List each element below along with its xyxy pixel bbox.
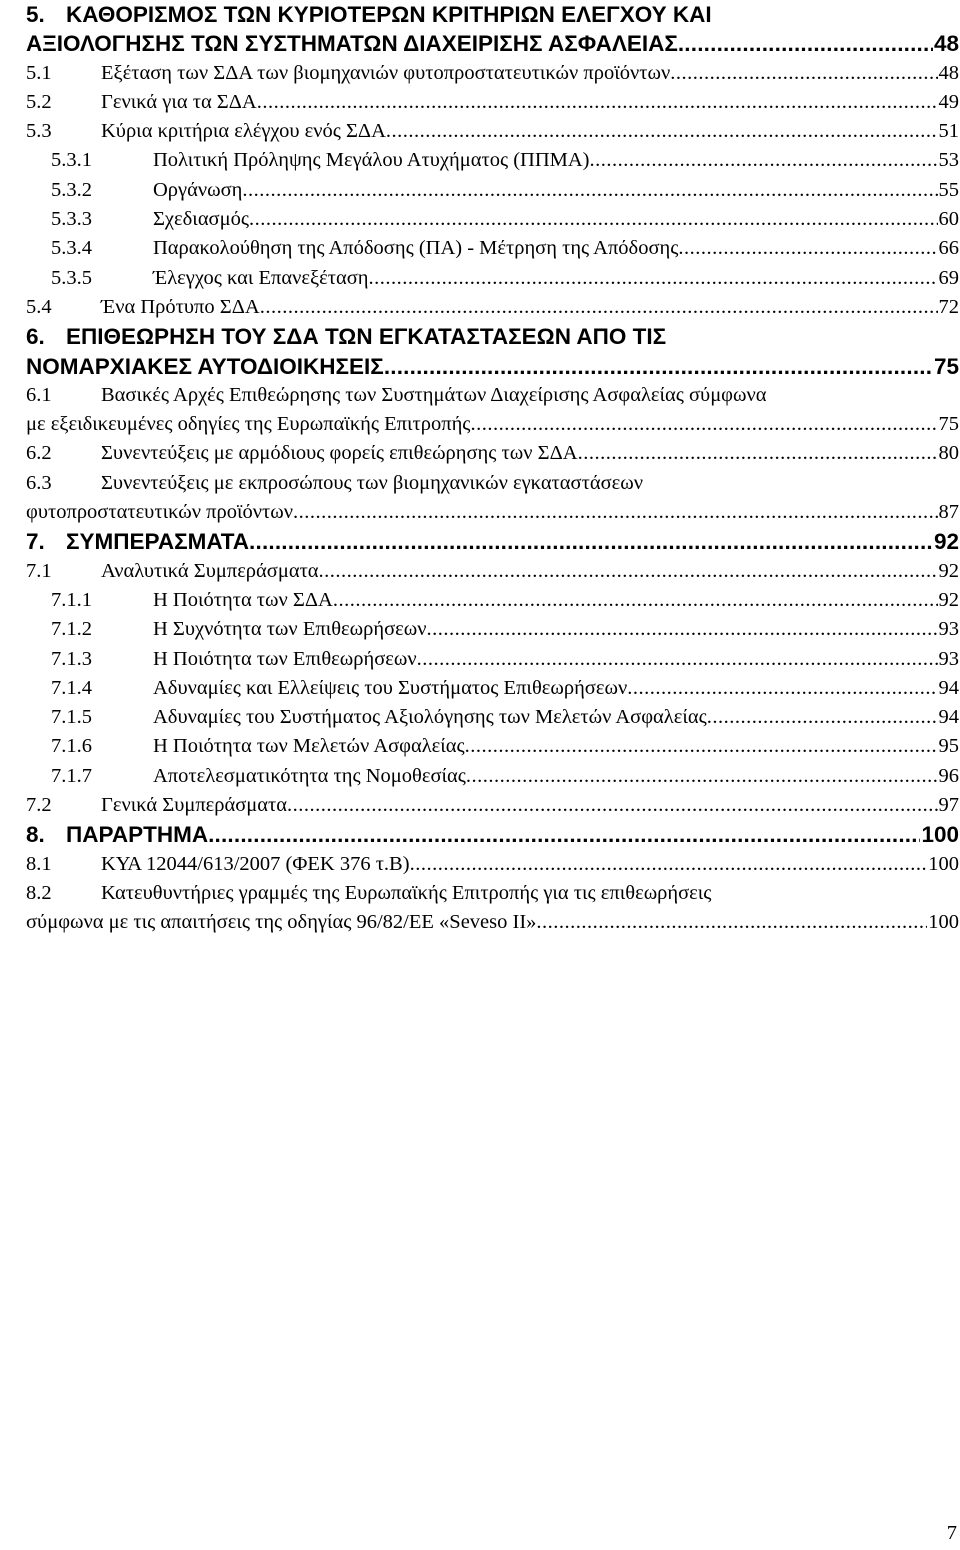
toc-title-line: [101, 850, 959, 879]
toc-entry-s6-line-2[interactable]: [26, 352, 959, 381]
toc-page-number: 48: [938, 61, 959, 84]
dot-leader: [369, 264, 938, 293]
toc-number: 7.1.6: [51, 735, 92, 758]
dot-leader: [333, 586, 938, 615]
dot-leader: [590, 146, 938, 175]
toc-entry-s5-line-1[interactable]: [26, 0, 959, 29]
toc-title-line: [153, 146, 959, 175]
toc-title-line: [153, 586, 959, 615]
dot-leader: [293, 498, 938, 527]
toc-title: Συνεντεύξεις με αρμόδιους φορείς επιθεώρησης των ΣΔΑ: [101, 442, 578, 465]
toc-page-number: 53: [938, 149, 959, 172]
toc-number: 6.2: [26, 442, 52, 465]
toc-entry-s6-1-line-2[interactable]: [26, 410, 959, 439]
dot-leader: [287, 791, 937, 820]
toc-number: 8.: [26, 822, 45, 848]
toc-page-number: 93: [938, 647, 959, 670]
toc-number: 7.2: [26, 794, 52, 817]
toc-title: Αδυναμίες και Ελλείψεις του Συστήματος Επιθεωρήσεων: [153, 676, 628, 699]
toc-entry-s6-line-1[interactable]: [26, 322, 959, 351]
dot-leader: [249, 527, 933, 556]
toc-number: 6.1: [26, 383, 52, 406]
toc-title: ΚΑΘΟΡΙΣΜΟΣ ΤΩΝ ΚΥΡΙΟΤΕΡΩΝ ΚΡΙΤΗΡΙΩΝ ΕΛΕΓΧΟΥ ΚΑΙ: [66, 2, 712, 27]
dot-leader: [578, 439, 938, 468]
dot-leader: [410, 850, 928, 879]
toc-page-number: 94: [938, 706, 959, 729]
toc-entry-s5-4[interactable]: [26, 293, 959, 322]
toc-entry-s6-3-line-1[interactable]: [26, 469, 959, 498]
toc-page-number: 92: [938, 559, 959, 582]
toc-title-line: [26, 908, 959, 937]
toc-number: 7.1.3: [51, 647, 92, 670]
toc-title-line: [153, 732, 959, 761]
toc-title-line: [153, 615, 959, 644]
toc-number: 5.3.5: [51, 266, 92, 289]
dot-leader: [678, 234, 937, 263]
toc-title-line: [153, 205, 959, 234]
toc-page-number: 92: [938, 588, 959, 611]
toc-title: Γενικά για τα ΣΔΑ: [101, 90, 257, 113]
toc-title: φυτοπροστατευτικών προϊόντων: [26, 501, 293, 524]
toc-entry-s5-2[interactable]: [26, 88, 959, 117]
toc-number: 8.2: [26, 881, 52, 904]
toc-number: 5.2: [26, 90, 52, 113]
toc-entry-s6-2[interactable]: [26, 439, 959, 468]
toc-page-number: 51: [938, 120, 959, 143]
toc-title-line: [26, 410, 959, 439]
toc-title-line: [153, 762, 959, 791]
toc-number: 5.3.2: [51, 178, 92, 201]
toc-entry-s7[interactable]: [26, 527, 959, 556]
toc-title-line: [26, 29, 959, 58]
toc-number: 5.3: [26, 120, 52, 143]
dot-leader: [470, 410, 937, 439]
toc-title-line: [26, 498, 959, 527]
toc-title-line: [153, 703, 959, 732]
toc-title-line: [153, 176, 959, 205]
toc-title: Κατευθυντήριες γραμμές της Ευρωπαϊκής Επιτροπής για τις επιθεωρήσεις: [101, 881, 712, 904]
toc-title-line: [101, 557, 959, 586]
toc-entry-s5-3-2[interactable]: [26, 176, 959, 205]
toc-number: 6.3: [26, 471, 52, 494]
toc-page-number: 92: [933, 529, 959, 555]
toc-title: ΣΥΜΠΕΡΑΣΜΑΤΑ: [66, 529, 250, 555]
toc-page-number: 60: [938, 208, 959, 231]
toc-page-number: 75: [933, 353, 959, 379]
toc-entry-s5-3-5[interactable]: [26, 264, 959, 293]
toc-number: 5.3.1: [51, 149, 92, 172]
dot-leader: [678, 29, 933, 58]
toc-title: Σχεδιασμός: [153, 208, 249, 231]
toc-number: 7.: [26, 529, 45, 555]
dot-leader: [384, 352, 933, 381]
dot-leader: [627, 674, 937, 703]
toc-title: Η Συχνότητα των Επιθεωρήσεων: [153, 618, 427, 641]
dot-leader: [260, 293, 938, 322]
toc-title: Ένα Πρότυπο ΣΔΑ: [101, 295, 260, 318]
toc-number: 5.: [26, 2, 45, 27]
toc-number: 7.1.5: [51, 706, 92, 729]
toc-number: 7.1: [26, 559, 52, 582]
toc-entry-s7-1-1[interactable]: [26, 586, 959, 615]
toc-number: 5.1: [26, 61, 52, 84]
toc-number: 7.1.2: [51, 618, 92, 641]
toc-page-number: 48: [933, 31, 959, 57]
toc-entry-s5-1[interactable]: [26, 59, 959, 88]
toc-title-line: [101, 293, 959, 322]
toc-entry-s8[interactable]: [26, 820, 959, 849]
toc-number: 6.: [26, 324, 45, 350]
toc-entry-s5-3-4[interactable]: [26, 234, 959, 263]
toc-page-number: 95: [938, 735, 959, 758]
dot-leader: [707, 703, 938, 732]
toc-title: Έλεγχος και Επανεξέταση: [153, 266, 369, 289]
toc-page-number: 97: [938, 794, 959, 817]
dot-leader: [417, 645, 938, 674]
toc-number: 5.4: [26, 295, 52, 318]
toc-page-number: 49: [938, 90, 959, 113]
toc-entry-s5-3-3[interactable]: [26, 205, 959, 234]
toc-page-number: 72: [938, 295, 959, 318]
toc-title: Συνεντεύξεις με εκπροσώπους των βιομηχανικών εγκαταστάσεων: [101, 471, 643, 494]
toc-entry-s6-1-line-1[interactable]: [26, 381, 959, 410]
toc-title-line: [153, 264, 959, 293]
toc-entry-s8-2-line-2[interactable]: [26, 908, 959, 937]
dot-leader: [242, 176, 937, 205]
toc-page-number: 100: [921, 822, 959, 848]
toc-title: Η Ποιότητα των Μελετών Ασφαλείας: [153, 735, 465, 758]
toc-page-number: 66: [938, 237, 959, 260]
toc-entry-s7-1-2[interactable]: [26, 615, 959, 644]
toc-title-line: [101, 88, 959, 117]
toc-title-line: [26, 352, 959, 381]
dot-leader: [670, 59, 937, 88]
toc-entry-s7-2[interactable]: [26, 791, 959, 820]
toc-title: ΑΞΙΟΛΟΓΗΣΗΣ ΤΩΝ ΣΥΣΤΗΜΑΤΩΝ ΔΙΑΧΕΙΡΙΣΗΣ ΑΣΦΑΛΕΙΑΣ: [26, 31, 678, 57]
toc-entry-s7-1-7[interactable]: [26, 762, 959, 791]
table-of-contents: [26, 0, 959, 938]
toc-title: ΝΟΜΑΡΧΙΑΚΕΣ ΑΥΤΟΔΙΟΙΚΗΣΕΙΣ: [26, 353, 384, 379]
toc-entry-s8-2-line-1[interactable]: [26, 879, 959, 908]
toc-page-number: 100: [928, 852, 959, 875]
toc-title-line: [153, 674, 959, 703]
dot-leader: [466, 762, 938, 791]
toc-title: Αναλυτικά Συμπεράσματα: [101, 559, 319, 582]
toc-number: 7.1.4: [51, 676, 92, 699]
toc-title: Εξέταση των ΣΔΑ των βιομηχανιών φυτοπροστατευτικών προϊόντων: [101, 61, 671, 84]
page-number: 7: [946, 1522, 957, 1544]
toc-entry-s7-1-3[interactable]: [26, 645, 959, 674]
toc-title: Η Ποιότητα των ΣΔΑ: [153, 588, 333, 611]
toc-entry-s5-3-1[interactable]: [26, 146, 959, 175]
toc-page-number: 96: [938, 764, 959, 787]
dot-leader: [257, 88, 938, 117]
toc-title: Αποτελεσματικότητα της Νομοθεσίας: [153, 764, 466, 787]
toc-number: 5.3.4: [51, 237, 92, 260]
toc-title-line: [66, 527, 959, 556]
toc-title: ΚΥΑ 12044/613/2007 (ΦΕΚ 376 τ.Β): [101, 852, 410, 875]
toc-number: 7.1.1: [51, 588, 92, 611]
toc-page-number: 100: [928, 911, 959, 934]
toc-page-number: 55: [938, 178, 959, 201]
dot-leader: [536, 908, 927, 937]
toc-page-number: 87: [938, 501, 959, 524]
toc-entry-s7-1[interactable]: [26, 557, 959, 586]
toc-title: Βασικές Αρχές Επιθεώρησης των Συστημάτων Διαχείρισης Ασφαλείας σύμφωνα: [101, 383, 767, 406]
toc-title: Παρακολούθηση της Απόδοσης (ΠΑ) - Μέτρηση της Απόδοσης: [153, 237, 679, 260]
dot-leader: [249, 205, 938, 234]
toc-number: 8.1: [26, 852, 52, 875]
toc-title-line: [101, 117, 959, 146]
toc-entry-s5-3[interactable]: [26, 117, 959, 146]
toc-title: Γενικά Συμπεράσματα: [101, 794, 288, 817]
toc-title: Οργάνωση: [153, 178, 243, 201]
toc-title: ΠΑΡΑΡΤΗΜΑ: [66, 822, 209, 848]
toc-title: Κύρια κριτήρια ελέγχου ενός ΣΔΑ: [101, 120, 386, 143]
toc-page-number: 69: [938, 266, 959, 289]
dot-leader: [386, 117, 938, 146]
dot-leader: [319, 557, 938, 586]
toc-title-line: [153, 645, 959, 674]
toc-number: 5.3.3: [51, 208, 92, 231]
toc-title-line: [66, 820, 959, 849]
toc-title-line: [153, 234, 959, 263]
toc-title: Αδυναμίες του Συστήματος Αξιολόγησης των Μελετών Ασφαλείας: [153, 706, 707, 729]
toc-title-line: [101, 439, 959, 468]
toc-title: Πολιτική Πρόληψης Μεγάλου Ατυχήματος (ΠΠΜΑ): [153, 149, 590, 172]
toc-title-line: [101, 59, 959, 88]
dot-leader: [427, 615, 938, 644]
toc-title: με εξειδικευμένες οδηγίες της Ευρωπαϊκής Επιτροπής: [26, 413, 471, 436]
toc-title: σύμφωνα με τις απαιτήσεις της οδηγίας 96/82/ΕΕ «Seveso II»: [26, 911, 537, 934]
toc-entry-s7-1-5[interactable]: [26, 703, 959, 732]
toc-title: ΕΠΙΘΕΩΡΗΣΗ ΤΟΥ ΣΔΑ ΤΩΝ ΕΓΚΑΤΑΣΤΑΣΕΩΝ ΑΠΟ ΤΙΣ: [66, 324, 667, 350]
toc-entry-s7-1-6[interactable]: [26, 732, 959, 761]
dot-leader: [208, 820, 920, 849]
toc-page-number: 94: [938, 676, 959, 699]
toc-entry-s7-1-4[interactable]: [26, 674, 959, 703]
toc-entry-s8-1[interactable]: [26, 850, 959, 879]
toc-title-line: [101, 791, 959, 820]
toc-title: Η Ποιότητα των Επιθεωρήσεων: [153, 647, 417, 670]
dot-leader: [465, 732, 938, 761]
toc-page-number: 80: [938, 442, 959, 465]
toc-page-number: 93: [938, 618, 959, 641]
toc-entry-s6-3-line-2[interactable]: [26, 498, 959, 527]
toc-number: 7.1.7: [51, 764, 92, 787]
toc-page-number: 75: [938, 413, 959, 436]
toc-entry-s5-line-2[interactable]: [26, 29, 959, 58]
